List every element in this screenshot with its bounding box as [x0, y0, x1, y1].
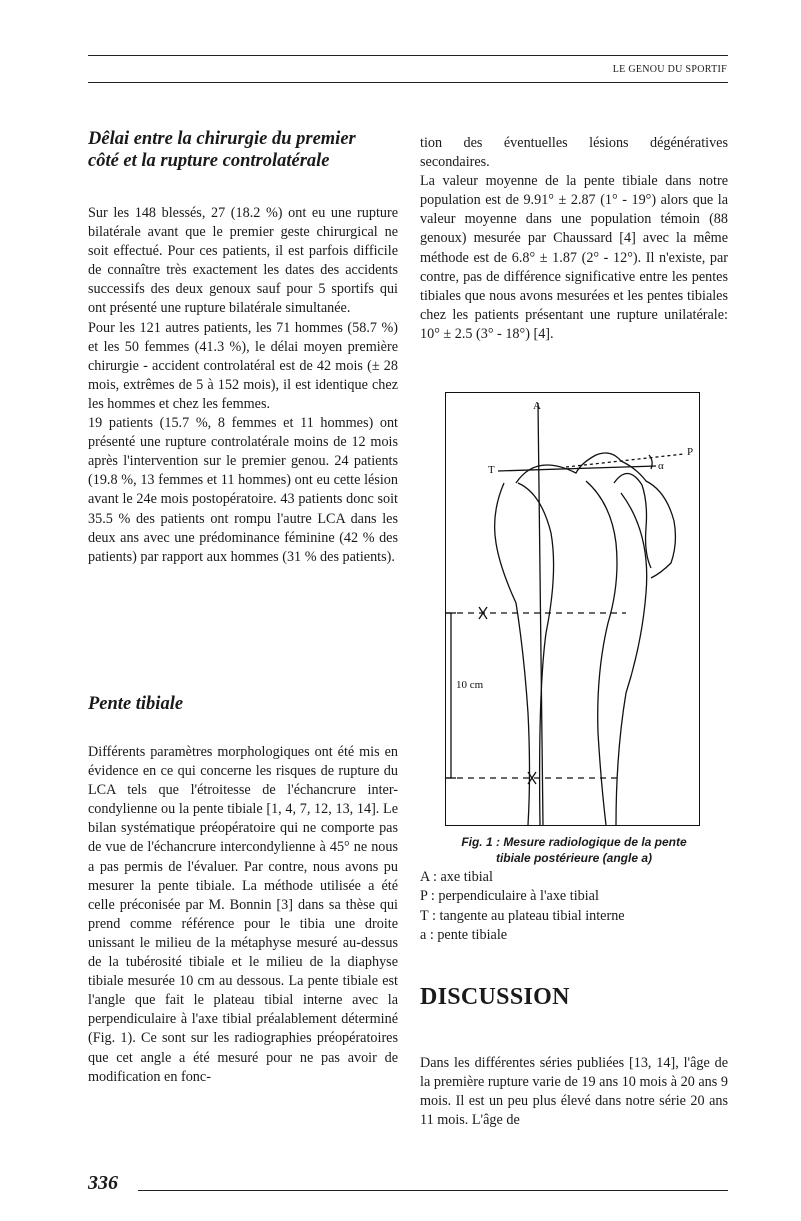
- figure-tibial-slope: [445, 392, 700, 826]
- paragraph: La valeur moyenne de la pente tibiale dans notre population est de 9.91° ± 2.87 (1° - 19°) alors que la valeur moyenne dans une population témoin (88 genoux) mesurée par Chaussard [4] avec la même méthode est de 6.8° ± 1.87 (2° - 12°). Il n'existe, par contre, pas de différence significative entre les pentes tibiales que nous avons mesurées et les pentes tibiales chez les patients présentant une rupture unilatérale: 10° ± 2.5 (3° - 18°) [4].: [420, 173, 728, 342]
- header-rule-bottom: [88, 82, 728, 83]
- tibia-diagram: [446, 393, 699, 825]
- label-scale: 10 cm: [456, 679, 484, 691]
- label-T: T: [488, 464, 495, 476]
- left-column: [88, 128, 398, 567]
- legend-item: T : tangente au plateau tibial interne: [420, 907, 625, 924]
- paragraph: tion des éventuelles lésions dégénératives secondaires.: [420, 135, 728, 171]
- running-header: LE GENOU DU SPORTIF: [612, 64, 727, 75]
- paragraph: Dans les différentes séries publiées [13, 14], l'âge de la première rupture varie de 19 ans 10 mois à 20 ans 9 mois. Il est un peu plus élevé dans notre série 20 ans 11 mois. L'âge de: [420, 1055, 728, 1129]
- figure-caption: [420, 835, 728, 866]
- paragraph: Différents paramètres morphologiques ont été mis en évidence en ce qui concerne les risques de rupture du LCA tels que l'étroitesse de l'échancrure inter-condylienne ou la pente tibiale [1, 4, 7, 12, 13, 14]. Le bilan systématique préopératoire qui ne comporte pas de vue de l'échancrure intercondylienne à 45° ne nous a pas permis de l'évaluer. Par contre, nous avons pu mesurer la pente tibiale. La méthode utilisée a été celle préconisée par M. Bonnin [3] dans sa thèse qui prend comme référence pour le tibia une droite unissant le milieu de la métaphyse mesuré au-dessus de la tubérosité tibiale et le milieu de la diaphyse tibiale mesurée 10 cm au dessous. La pente tibiale est l'angle que fait le plateau tibial interne avec la perpendiculaire à l'axe tibial préalablement déterminé (Fig. 1). Ce sont sur les radiographies préopératoires que cet angle a été mesuré pour ne pas avoir de modification en fonc-: [88, 744, 398, 1085]
- legend-item: P : perpendiculaire à l'axe tibial: [420, 888, 599, 905]
- page-number: 336: [88, 1172, 118, 1194]
- legend-item: a : pente tibiale: [420, 926, 508, 943]
- paragraph: Pour les 121 autres patients, les 71 hommes (58.7 %) et les 50 femmes (41.3 %), le délai moyen première chirurgie - accident controlatéral est de 42 mois (± 28 mois, extrêmes de 5 à 152 mois), il est identique chez les hommes et chez les femmes.: [88, 319, 398, 412]
- paragraph: Sur les 148 blessés, 27 (18.2 %) ont eu une rupture bilatérale avant que le premier geste chirurgical ne soit effectué. Pour ces patients, il est parfois difficile de connaître très exactement les dates des accidents successifs des deux genoux sauf pour 5 sportifs qui ont présenté une rupture bilatérale simultanée.: [88, 205, 398, 317]
- section-title-line1: Dêlai entre la chirurgie du premier: [88, 129, 356, 149]
- caption-line2: tibiale postérieure (angle a): [495, 850, 653, 865]
- label-alpha: α: [658, 460, 664, 472]
- tibia-shaft-right: [586, 481, 617, 825]
- section-title-pente: Pente tibiale: [88, 694, 184, 714]
- label-P: P: [687, 446, 694, 458]
- section-title-delai: [88, 128, 398, 172]
- right-column: [420, 134, 728, 344]
- legend-item: A : axe tibial: [420, 869, 493, 885]
- label-A: A: [533, 400, 541, 412]
- header-rule-top: [88, 55, 728, 56]
- tibia-outer-right: [616, 493, 647, 825]
- caption-line1: Fig. 1 : Mesure radiologique de la pente: [461, 835, 687, 849]
- discussion-column: [420, 1054, 728, 1130]
- section-title-line2: côté et la rupture controlatérale: [88, 151, 330, 171]
- discussion-title: DISCUSSION: [420, 984, 570, 1010]
- tibia-posterior-cortex: [495, 483, 530, 825]
- footer-rule: [138, 1190, 728, 1191]
- paragraph: 19 patients (15.7 %, 8 femmes et 11 hommes) ont présenté une rupture controlatérale moins de 12 mois après l'intervention sur le premier genou. 24 patients (19.8 %, 13 femmes et 11 hommes) ont eu cette lésion avant le 24e mois postopératoire. 43 patients donc soit 35.5 % des patients ont rompu l'autre LCA dans les deux ans avec une prédominance féminine (42 % des patients) par rapport aux hommes (31 % des patients).: [88, 415, 398, 565]
- perpendicular-line: [566, 454, 684, 467]
- left-column-lower: [88, 693, 398, 1087]
- figure-legend: [420, 868, 728, 945]
